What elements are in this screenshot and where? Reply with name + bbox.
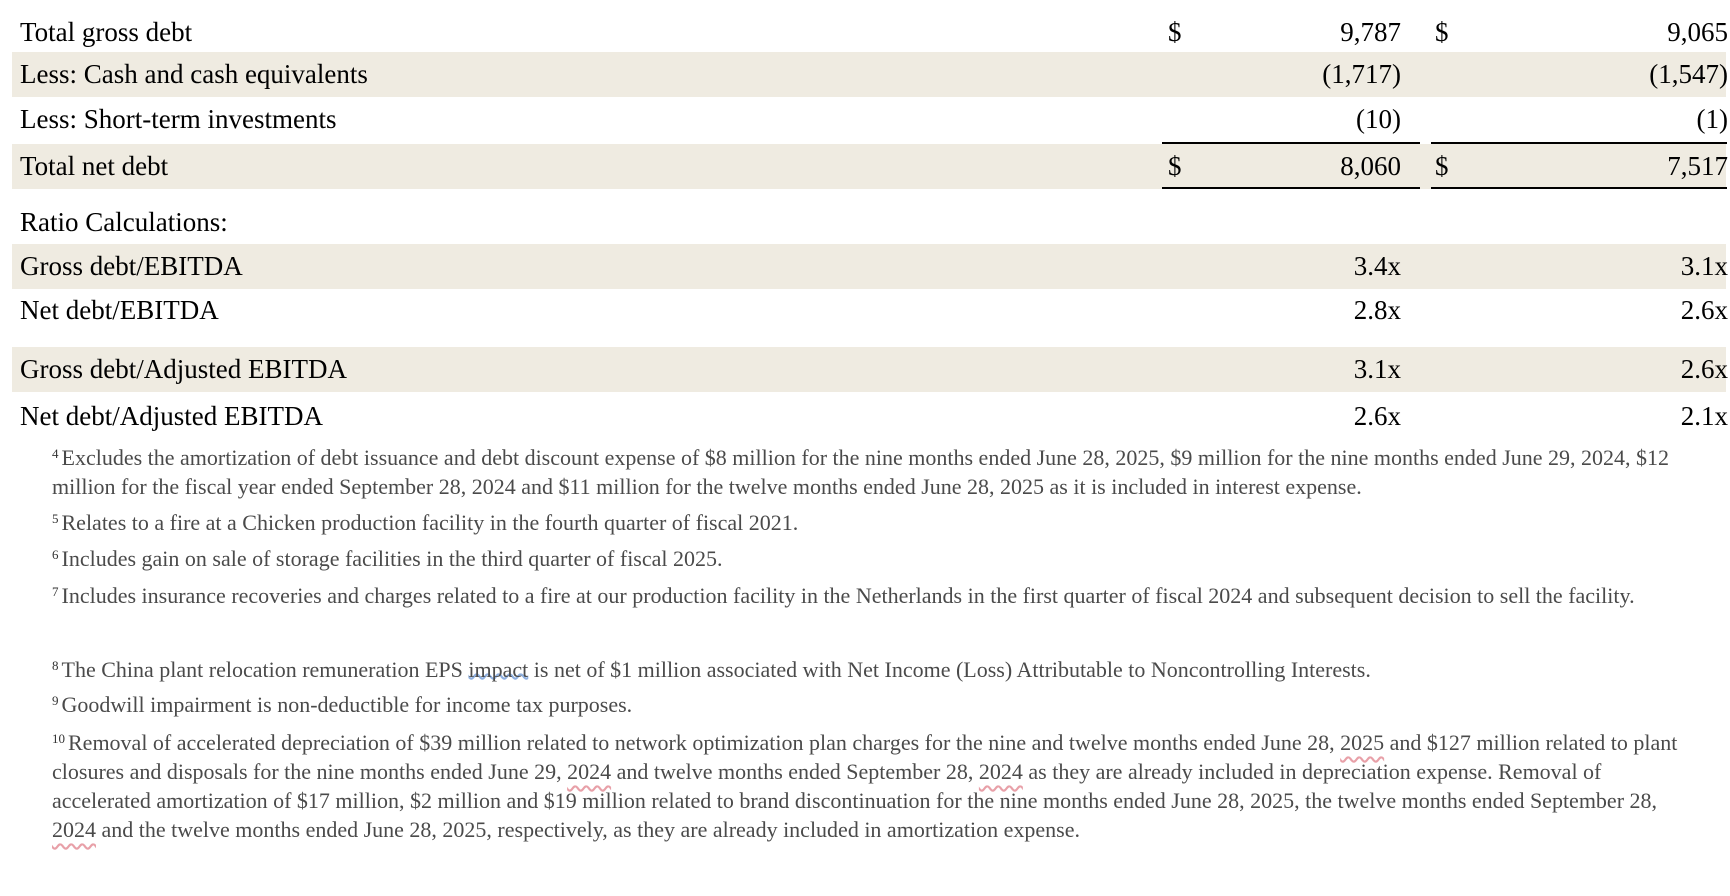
spellcheck-marked-word[interactable]: 2024 [567,759,612,784]
footnote-text: Includes gain on sale of storage facilities in the third quarter of fiscal 2025. [61,546,723,571]
footnote-8 [52,655,1692,684]
row-label: Net debt/Adjusted EBITDA [20,401,323,431]
spellcheck-marked-word[interactable]: 2025 [1340,730,1385,755]
footnote-text: Includes insurance recoveries and charges related to a fire at our production facility in the Netherlands in the first quarter of fiscal 2024 and subsequent decision to sell the facility. [61,583,1635,608]
footnote-text: Goodwill impairment is non-deductible for income tax purposes. [61,692,633,717]
table-row [12,347,1726,392]
spellcheck-marked-word[interactable]: 2024 [52,817,96,842]
footnote-text: is net of $1 million associated with Net Income (Loss) Attributable to Noncontrolling Interests. [528,657,1371,682]
table-row [12,394,1726,439]
value-col1: 2.8x [1353,295,1401,325]
value-col1: 3.4x [1353,251,1401,281]
spellcheck-marked-word[interactable]: 2024 [978,759,1023,784]
row-label: Total gross debt [20,17,193,47]
row-label: Less: Short-term investments [20,104,337,134]
value-col1: 2.6x [1353,401,1401,431]
value-col2: 3.1x [1680,251,1728,281]
footnote-text: and the twelve months ended June 28, 2025, respectively, as they are already included in amortization expense. [96,817,1080,842]
section-heading: Ratio Calculations: [20,207,228,237]
total-rule [1431,187,1727,189]
footnote-number: 4 [52,446,59,461]
footnote-text: and $127 million related to plant closures and disposals for the nine months ended June 29, [52,730,1678,784]
currency-symbol: $ [1435,151,1449,181]
footnote-number: 6 [52,547,59,562]
value-col2: (1,547) [1649,59,1728,89]
footnote-7 [52,581,1692,610]
value-col1: (1,717) [1322,59,1401,89]
footnote-text: as they are already included in depreciation expense. Removal of accelerated amortization of $17 million, $2 million and $19 million related to brand discontinuation for the nine months ended June 28, 2025, the twelve months ended September 28, [52,759,1658,813]
row-label: Total net debt [20,151,169,181]
table-row [12,97,1726,142]
currency-symbol: $ [1435,17,1449,47]
footnote-9 [52,690,1692,719]
row-label: Less: Cash and cash equivalents [20,59,368,89]
section-heading-row [12,200,1726,245]
value-col1: (10) [1356,104,1401,134]
value-col2: (1) [1696,104,1728,134]
footnote-number: 10 [52,731,65,746]
footnote-10 [52,728,1692,844]
value-col2: 9,065 [1667,17,1728,47]
footnote-text: and twelve months ended September 28, [611,759,979,784]
value-col2: 7,517 [1667,151,1728,181]
value-col1: 8,060 [1340,151,1401,181]
row-label: Net debt/EBITDA [20,295,219,325]
value-col1: 3.1x [1353,354,1401,384]
footnote-number: 9 [52,693,59,708]
table-row [12,10,1726,55]
value-col2: 2.6x [1680,295,1728,325]
row-label: Gross debt/EBITDA [20,251,243,281]
value-col2: 2.1x [1680,401,1728,431]
spellcheck-marked-word[interactable]: impact [468,657,529,682]
footnote-text: Relates to a fire at a Chicken production facility in the fourth quarter of fiscal 2021. [61,510,799,535]
footnote-5 [52,508,1692,537]
footnote-number: 7 [52,584,59,599]
value-col1: 9,787 [1340,17,1401,47]
table-row [12,52,1726,97]
table-row [12,144,1726,189]
footnote-4 [52,443,1692,501]
table-row [12,288,1726,333]
currency-symbol: $ [1168,151,1182,181]
total-rule [1162,187,1420,189]
value-col2: 2.6x [1680,354,1728,384]
row-label: Gross debt/Adjusted EBITDA [20,354,347,384]
footnote-text: Excludes the amortization of debt issuance and debt discount expense of $8 million for the nine months ended June 28, 2025, $9 million for the nine months ended June 29, 2024, $12 million for the fiscal year ended September 28, 2024 and $11 million for the twelve months ended June 28, 2025 as it is included in interest expense. [52,445,1670,499]
table-row [12,244,1726,289]
footnote-text: Removal of accelerated depreciation of $39 million related to network optimization plan charges for the nine and twelve months ended June 28, [68,730,1341,755]
footnote-number: 8 [52,658,59,673]
footnote-number: 5 [52,511,59,526]
footnote-text: The China plant relocation remuneration EPS [61,657,469,682]
currency-symbol: $ [1168,17,1182,47]
footnote-6 [52,544,1692,573]
